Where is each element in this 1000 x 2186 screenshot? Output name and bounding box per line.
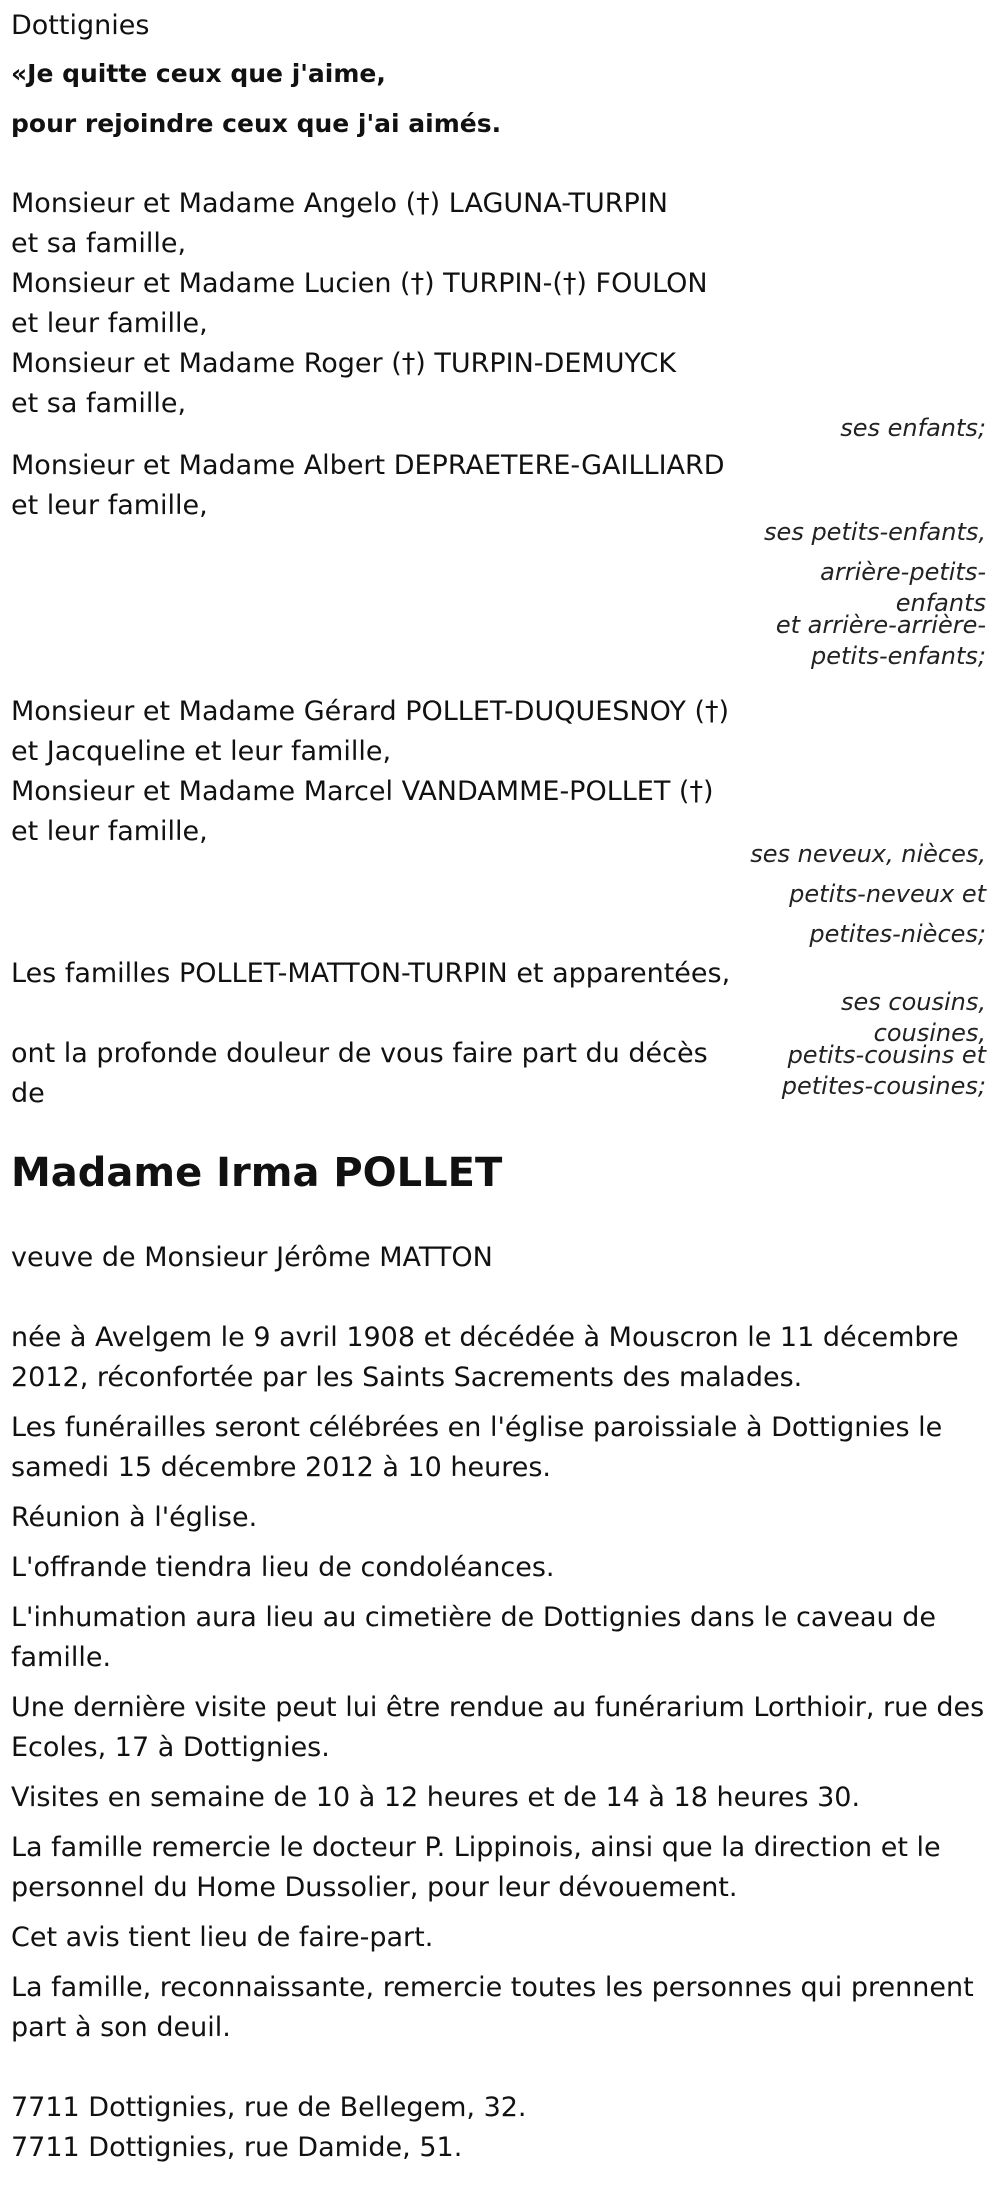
address-line: 7711 Dottignies, rue Damide, 51. [11, 2132, 463, 2163]
family-line: et leur famille, [11, 816, 208, 847]
relation-line: ses cousins, [840, 988, 986, 1016]
place-name: Dottignies [11, 10, 150, 41]
relation-line: et arrière-arrière- [775, 611, 986, 639]
widow-of: veuve de Monsieur Jérôme MATTON [11, 1242, 493, 1273]
relation-line: petits-enfants; [811, 642, 986, 670]
visit-line: Une dernière visite peut lui être rendue au funérarium Lorthioir, rue des [11, 1692, 985, 1723]
thanks-line: personnel du Home Dussolier, pour leur dévouement. [11, 1872, 738, 1903]
family-line: Les familles POLLET-MATTON-TURPIN et apparentées, [11, 958, 731, 989]
relation-line: petites-nièces; [809, 920, 986, 948]
grateful-line: part à son deuil. [11, 2012, 231, 2043]
relation-line: petits-neveux et [789, 880, 986, 908]
relation-enfants [840, 408, 986, 448]
birth-death-line: 2012, réconfortée par les Saints Sacrements des malades. [11, 1362, 803, 1393]
inhumation-line: L'inhumation aura lieu au cimetière de Dottignies dans le caveau de [11, 1602, 936, 1633]
family-line: et leur famille, [11, 490, 208, 521]
visit-hours-line: Visites en semaine de 10 à 12 heures et de 14 à 18 heures 30. [11, 1782, 861, 1813]
family-line: et leur famille, [11, 308, 208, 339]
relation-line: petits-cousins et [787, 1041, 986, 1069]
relation-line: ses petits-enfants, [764, 518, 986, 546]
inhumation-line: famille. [11, 1642, 112, 1673]
funeral-line: samedi 15 décembre 2012 à 10 heures. [11, 1452, 551, 1483]
family-line: et Jacqueline et leur famille, [11, 736, 392, 767]
relation-line: cousines, [873, 1019, 986, 1047]
relation-line: arrière-petits- [820, 558, 986, 586]
family-line: Monsieur et Madame Albert DEPRAETERE-GAILLIARD [11, 450, 725, 481]
family-line: Monsieur et Madame Gérard POLLET-DUQUESNOY (†) [11, 696, 730, 727]
visit-line: Ecoles, 17 à Dottignies. [11, 1732, 330, 1763]
relation-line: petites-cousines; [781, 1072, 986, 1100]
announcement-line: ont la profonde douleur de vous faire part du décès [11, 1038, 708, 1069]
relation-line: ses neveux, nièces, [750, 840, 986, 868]
relation-petits-enfants [764, 512, 986, 676]
relation-line: enfants [895, 589, 986, 617]
quote-line-2: pour rejoindre ceux que j'ai aimés. [11, 109, 502, 138]
relation-line: ses enfants; [840, 414, 986, 442]
address-line: 7711 Dottignies, rue de Bellegem, 32. [11, 2092, 527, 2123]
family-line: et sa famille, [11, 388, 187, 419]
thanks-line: La famille remercie le docteur P. Lippinois, ainsi que la direction et le [11, 1832, 941, 1863]
faire-part-line: Cet avis tient lieu de faire-part. [11, 1922, 434, 1953]
family-line: Monsieur et Madame Angelo (†) LAGUNA-TURPIN [11, 188, 668, 219]
family-line: Monsieur et Madame Roger (†) TURPIN-DEMUYCK [11, 348, 677, 379]
grateful-line: La famille, reconnaissante, remercie toutes les personnes qui prennent [11, 1972, 974, 2003]
offrande-line: L'offrande tiendra lieu de condoléances. [11, 1552, 555, 1583]
family-line: et sa famille, [11, 228, 187, 259]
deceased-name: Madame Irma POLLET [11, 1150, 503, 1196]
birth-death-line: née à Avelgem le 9 avril 1908 et décédée à Mouscron le 11 décembre [11, 1322, 959, 1353]
relation-cousins [782, 982, 986, 1106]
reunion-line: Réunion à l'église. [11, 1502, 258, 1533]
quote-line-1: «Je quitte ceux que j'aime, [11, 59, 386, 88]
relation-neveux [750, 834, 986, 954]
family-line: Monsieur et Madame Lucien (†) TURPIN-(†) FOULON [11, 268, 708, 299]
announcement-line: de [11, 1078, 45, 1109]
family-line: Monsieur et Madame Marcel VANDAMME-POLLET (†) [11, 776, 714, 807]
funeral-line: Les funérailles seront célébrées en l'église paroissiale à Dottignies le [11, 1412, 943, 1443]
